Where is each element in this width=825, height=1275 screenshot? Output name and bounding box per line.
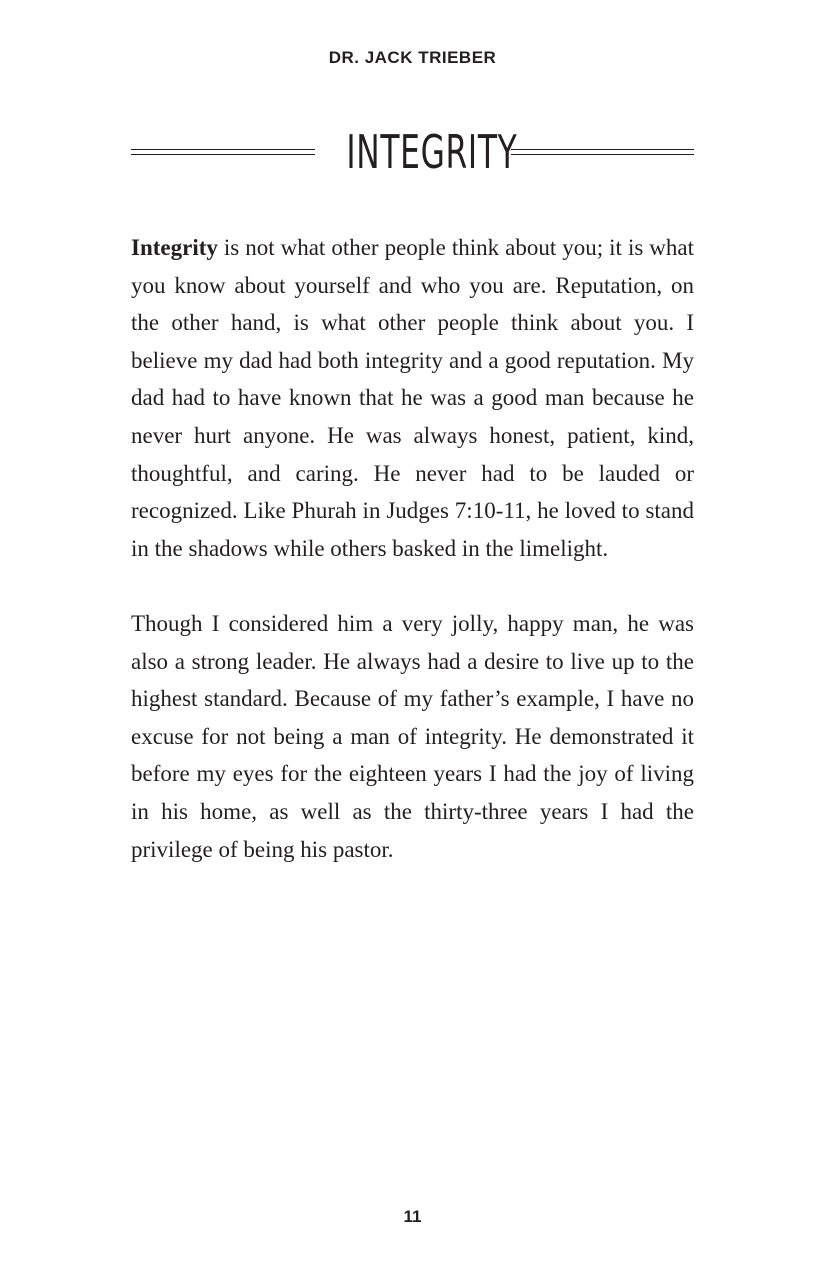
lead-word: Integrity [131,235,218,260]
paragraph-1-text: is not what other people think about you; it is what you know about yourself and who you are. Reputation, on the other hand, is what other people think about you. I believe my dad had both integrity and a good reputation. My dad had to have known that he was a good man because he never hurt anyone. He was always honest, patient, kind, thoughtful, and caring. He never had to be lauded or recognized. Like Phurah in Judges 7:10-11, he loved to stand in the shadows while others basked in the limelight. [131,235,694,561]
right-double-rule [511,149,694,155]
chapter-title: INTEGRITY [346,125,518,179]
body-text [131,229,694,868]
running-head: DR. JACK TRIEBER [328,48,497,67]
chapter-heading [131,122,694,182]
paragraph-2: Though I considered him a very jolly, happy man, he was also a strong leader. He always had a desire to live up to the highest standard. Because of my father’s example, I have no excuse for not being a man of integrity. He demonstrated it before my eyes for the eighteen years I had the joy of living in his home, as well as the thirty-three years I had the privilege of being his pastor. [131,610,694,862]
page-number: 11 [403,1207,422,1226]
left-double-rule [131,149,315,155]
paragraph-1 [131,229,694,567]
